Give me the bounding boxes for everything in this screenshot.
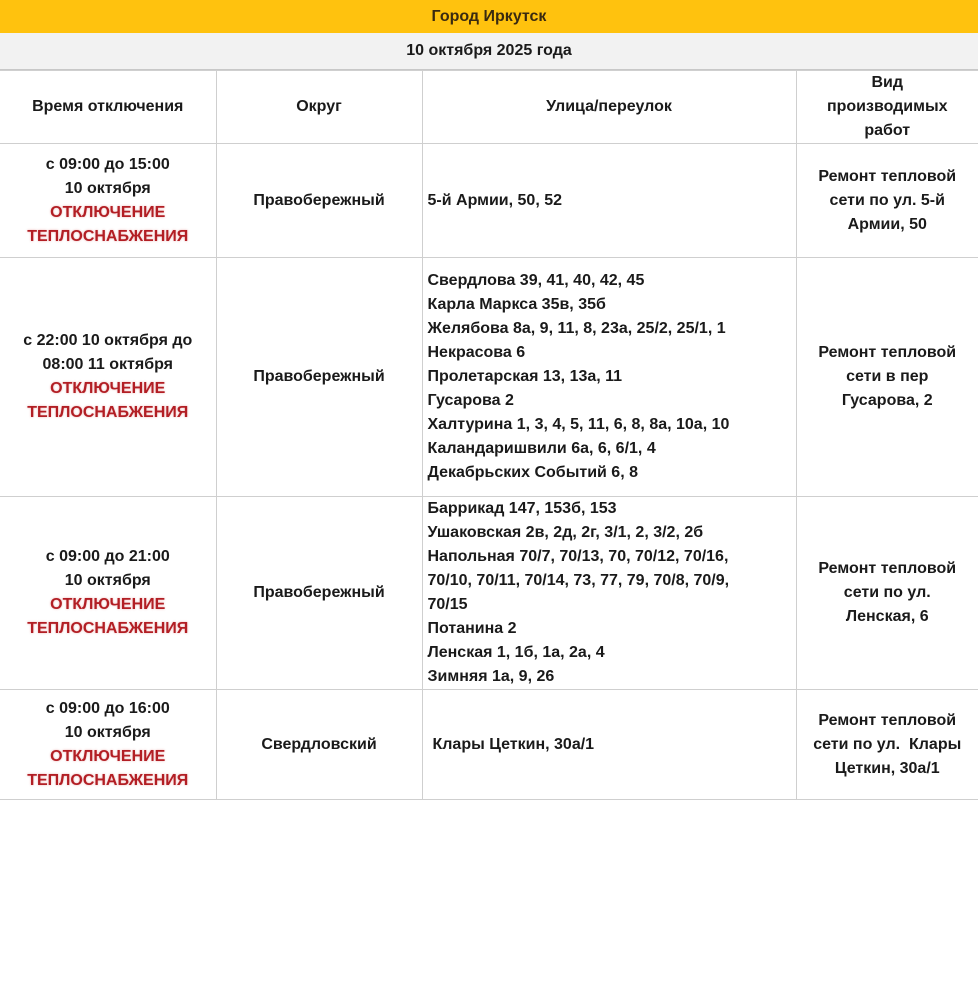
street-line: Желябова 8а, 9, 11, 8, 23а, 25/2, 25/1, 1 <box>427 320 726 337</box>
work-line: Ремонт тепловой <box>818 167 957 185</box>
street-line: 70/15 <box>427 596 468 613</box>
district-cell: Свердловский <box>216 690 422 800</box>
work-line: Цеткин, 30а/1 <box>834 759 940 777</box>
time-line: с 22:00 10 октября до <box>23 332 193 349</box>
street-line: Ушаковская 2в, 2д, 2г, 3/1, 2, 3/2, 2б <box>427 524 704 541</box>
work-line: сети по ул. Клары <box>813 735 962 753</box>
work-line: Гусарова, 2 <box>841 392 933 409</box>
alert-line: ОТКЛЮЧЕНИЕ <box>50 380 166 397</box>
work-type-header-line: Вид <box>871 74 904 91</box>
column-header-time: Время отключения <box>0 71 216 144</box>
street-line: Каландаришвили 6а, 6, 6/1, 4 <box>427 440 656 457</box>
table-row <box>0 690 978 800</box>
work-line: Ремонт тепловой <box>818 711 957 729</box>
schedule-date: 10 октября 2025 года <box>406 42 572 59</box>
city-title-bar <box>0 0 978 33</box>
time-line: с 09:00 до 16:00 <box>45 699 170 717</box>
street-line: Некрасова 6 <box>427 344 526 361</box>
time-line: 08:00 11 октября <box>42 356 173 373</box>
street-line: Халтурина 1, 3, 4, 5, 11, 6, 8, 8а, 10а, 10 <box>427 416 730 433</box>
street-line: 5-й Армии, 50, 52 <box>427 191 563 209</box>
column-header-street: Улица/переулок <box>422 71 796 144</box>
street-line: Напольная 70/7, 70/13, 70, 70/12, 70/16, <box>427 548 729 565</box>
time-line: 10 октября <box>64 723 151 741</box>
column-header-district: Округ <box>216 71 422 144</box>
column-header-work-type <box>796 71 978 144</box>
district-cell: Правобережный <box>216 258 422 497</box>
street-line: Зимняя 1а, 9, 26 <box>427 668 555 685</box>
outage-time-cell <box>0 144 216 258</box>
outage-time-cell <box>0 497 216 690</box>
work-line: Армии, 50 <box>847 215 927 233</box>
alert-line: ТЕПЛОСНАБЖЕНИЯ <box>27 227 189 245</box>
time-line: с 09:00 до 21:00 <box>45 548 170 565</box>
street-line: Потанина 2 <box>427 620 517 637</box>
alert-line: ТЕПЛОСНАБЖЕНИЯ <box>27 771 189 789</box>
work-type-cell <box>796 258 978 497</box>
outage-table <box>0 70 978 800</box>
alert-line: ТЕПЛОСНАБЖЕНИЯ <box>27 620 189 637</box>
street-line: Гусарова 2 <box>427 392 514 409</box>
work-line: Ремонт тепловой <box>818 344 957 361</box>
city-title: Город Иркутск <box>431 7 547 25</box>
street-line: Ленская 1, 1б, 1а, 2а, 4 <box>427 644 605 661</box>
street-line: 70/10, 70/11, 70/14, 73, 77, 79, 70/8, 70/9, <box>427 572 730 589</box>
streets-cell <box>422 258 796 497</box>
work-type-cell <box>796 497 978 690</box>
table-row <box>0 497 978 690</box>
time-line: 10 октября <box>64 572 151 589</box>
outage-time-cell <box>0 690 216 800</box>
street-line: Декабрьских Событий 6, 8 <box>427 464 638 481</box>
work-type-cell <box>796 690 978 800</box>
work-type-header-line: работ <box>864 122 911 139</box>
streets-cell <box>422 497 796 690</box>
time-line: 10 октября <box>64 179 151 197</box>
table-row <box>0 258 978 497</box>
table-header-row <box>0 71 978 144</box>
street-line: Карла Маркса 35в, 35б <box>427 296 606 313</box>
district-cell: Правобережный <box>216 497 422 690</box>
district-cell: Правобережный <box>216 144 422 258</box>
alert-line: ТЕПЛОСНАБЖЕНИЯ <box>27 404 189 421</box>
work-line: сети по ул. 5-й <box>829 191 945 209</box>
work-line: Ленская, 6 <box>845 608 929 625</box>
date-row <box>0 33 978 70</box>
work-type-header-line: производимых <box>826 98 948 115</box>
street-line: Свердлова 39, 41, 40, 42, 45 <box>427 272 645 289</box>
alert-line: ОТКЛЮЧЕНИЕ <box>50 203 166 221</box>
work-type-cell <box>796 144 978 258</box>
alert-line: ОТКЛЮЧЕНИЕ <box>50 747 166 765</box>
time-line: с 09:00 до 15:00 <box>45 155 170 173</box>
work-line: сети по ул. <box>843 584 931 601</box>
street-line: Баррикад 147, 153б, 153 <box>427 500 617 517</box>
table-row <box>0 144 978 258</box>
work-line: Ремонт тепловой <box>818 560 957 577</box>
alert-line: ОТКЛЮЧЕНИЕ <box>50 596 166 613</box>
streets-cell <box>422 144 796 258</box>
street-line: Пролетарская 13, 13а, 11 <box>427 368 623 385</box>
streets-cell <box>422 690 796 800</box>
street-line: Клары Цеткин, 30а/1 <box>432 735 595 753</box>
outage-time-cell <box>0 258 216 497</box>
work-line: сети в пер <box>846 368 929 385</box>
